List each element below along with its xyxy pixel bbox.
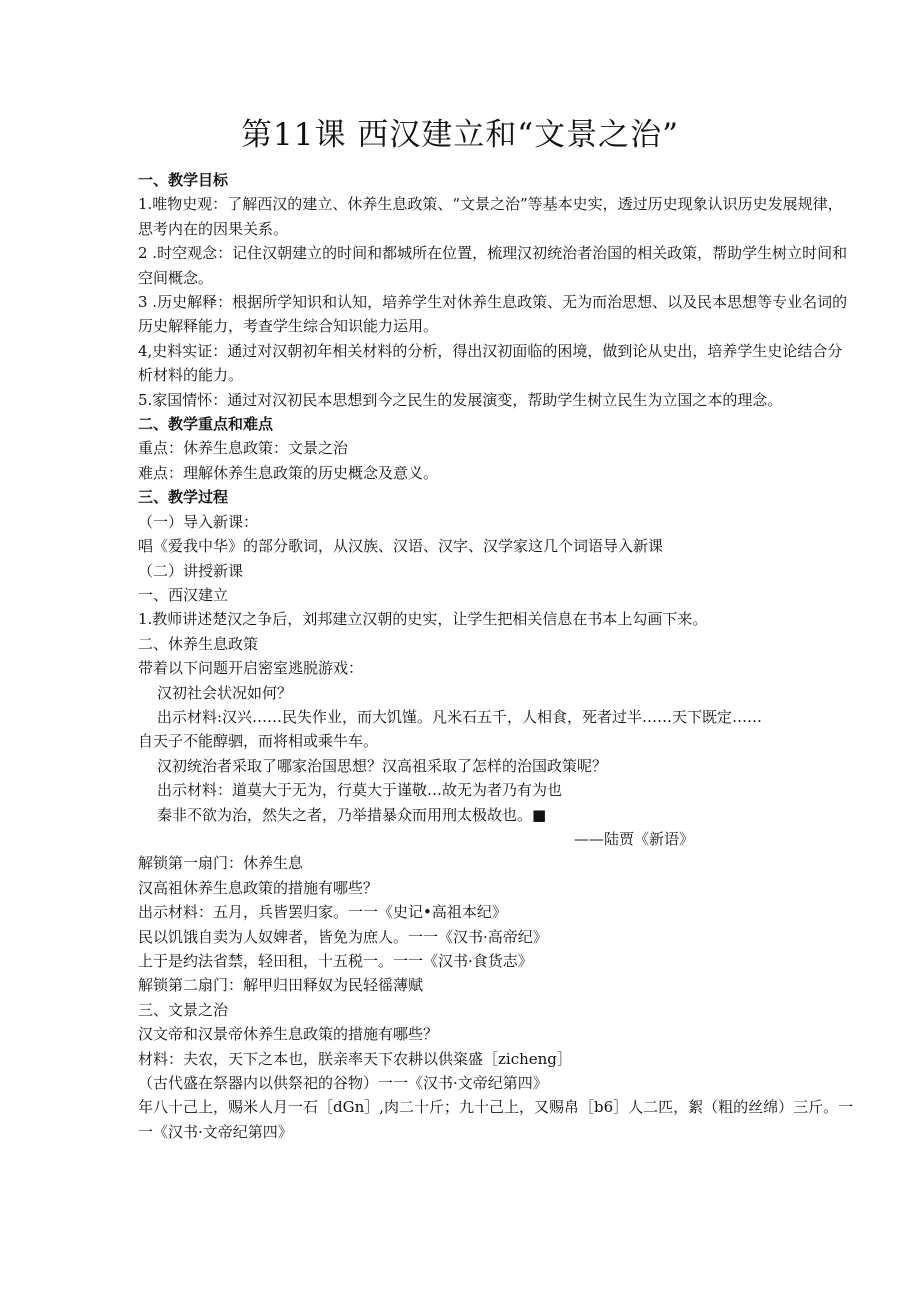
paragraph: 难点：理解休养生息政策的历史概念及意义。 (138, 463, 439, 482)
paragraph: 材料：夫农，天下之本也，朕亲率天下农耕以供粢盛［zicheng］ (138, 1049, 572, 1068)
paragraph: 4,史料实证：通过对汉朝初年相关材料的分析，得出汉初面临的困境，做到论从史出，培养学生史论结合分析材料的能力。 (138, 341, 843, 385)
subsection-heading: 三、文景之治 (138, 1000, 229, 1019)
paragraph: 重点：休养生息政策：文景之治 (138, 439, 349, 458)
section-heading: 二、教学重点和难点 (138, 415, 274, 434)
paragraph: 带着以下问题开启密室逃脱游戏： (138, 659, 364, 678)
paragraph: 2 .时空观念：记住汉朝建立的时间和都城所在位置，梳理汉初统治者治国的相关政策，帮助学生树立时间和空间概念。 (138, 244, 848, 287)
paragraph: 5.家国情怀：通过对汉初民本思想到今之民生的发展演变，帮助学生树立民生为立国之本的理念。 (138, 390, 783, 409)
paragraph: 汉文帝和汉景帝休养生息政策的措施有哪些？ (138, 1025, 439, 1044)
paragraph: 秦非不欲为治，然失之者，乃举措暴众而用刑太极故也。■ (157, 805, 547, 824)
paragraph: 出示材料：道莫大于无为，行莫大于谨敬…故无为者乃有为也 (157, 781, 563, 800)
paragraph: （古代盛在祭器内以供祭祀的谷物）一一《汉书·文帝纪第四》 (138, 1074, 548, 1093)
paragraph: 解锁第二扇门：解甲归田释奴为民轻徭薄赋 (138, 976, 424, 995)
subsection-heading: （二）讲授新课 (138, 561, 244, 580)
subsection-heading: 二、休养生息政策 (138, 634, 259, 653)
paragraph: 3 .历史解释：根据所学知识和认知，培养学生对休养生息政策、无为而治思想、以及民本思想等专业名词的历史解释能力，考查学生综合知识能力运用。 (138, 293, 848, 336)
paragraph: 出示材料:汉兴……民失作业，而大饥馑。凡米石五千，人相食，死者过半……天下既定…… (157, 707, 763, 726)
section-heading: 一、教学目标 (138, 171, 229, 189)
paragraph: 年八十己上，赐米人月一石［dGn］,肉二十斤；九十己上，又赐帛［b6］人二匹，絮（粗的丝绵）三斤。一一《汉书·文帝纪第四》 (138, 1098, 854, 1141)
paragraph: 1.教师讲述楚汉之争后，刘邦建立汉朝的史实，让学生把相关信息在书本上勾画下来。 (138, 610, 708, 629)
section-heading: 三、教学过程 (138, 488, 229, 507)
paragraph: 自天子不能醇驷，而将相或乘牛车。 (138, 732, 379, 751)
paragraph: 1.唯物史观：了解西汉的建立、休养生息政策、“文景之治”等基本史实，透过历史现象认识历史发展规律，思考内在的因果关系。 (138, 195, 843, 238)
page-title: 第11课 西汉建立和“文景之治” (241, 117, 679, 153)
paragraph: 上于是约法省禁，轻田租，十五税一。一一《汉书·食货志》 (138, 952, 533, 970)
paragraph: 汉高祖休养生息政策的措施有哪些？ (138, 878, 379, 897)
paragraph: 民以饥饿自卖为人奴婢者，皆免为庶人。一一《汉书·高帝纪》 (138, 927, 548, 946)
paragraph: 汉初社会状况如何？ (157, 683, 293, 702)
subsection-heading: （一）导入新课： (138, 512, 259, 531)
subsection-heading: 一、西汉建立 (138, 585, 229, 604)
paragraph: 解锁第一扇门：休养生息 (138, 854, 304, 873)
citation: ——陆贾《新语》 (573, 829, 694, 848)
paragraph: 出示材料：五月，兵皆罢归家。一一《史记•高祖本纪》 (138, 903, 507, 922)
document-body (138, 168, 854, 1144)
paragraph: 汉初统治者采取了哪家治国思想？汉高祖采取了怎样的治国政策呢？ (157, 756, 608, 775)
paragraph: 唱《爱我中华》的部分歌词，从汉族、汉语、汉字、汉学家这几个词语导入新课 (138, 537, 664, 556)
